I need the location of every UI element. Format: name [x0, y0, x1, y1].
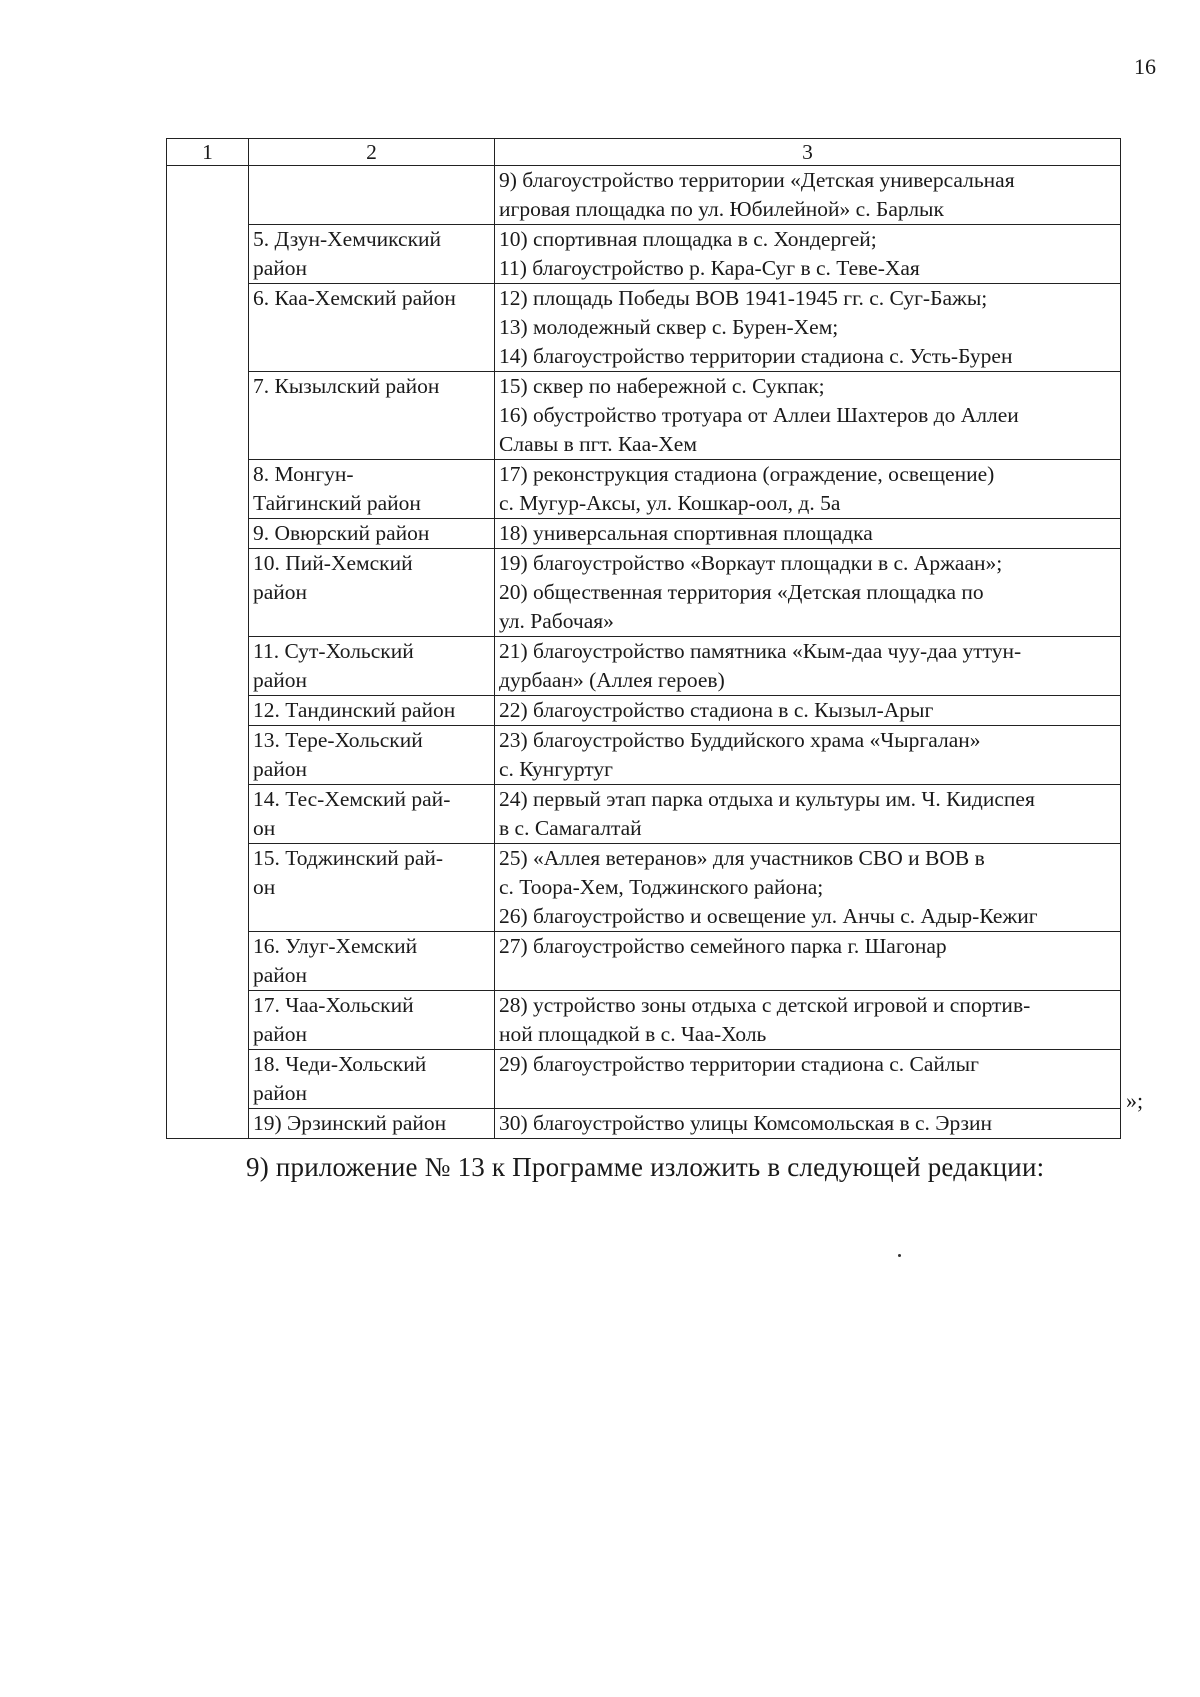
- district-table-container: [166, 138, 1120, 1139]
- instruction-paragraph: 9) приложение № 13 к Программе изложить в следующей редакции:: [246, 1152, 1045, 1182]
- item-line: 19) благоустройство «Воркаут площадки в с. Аржаан»;: [499, 551, 1003, 575]
- district-cell: [249, 991, 495, 1050]
- table-row: [167, 932, 1121, 991]
- item-line: 21) благоустройство памятника «Кым-даа чуу-даа уттун-: [499, 639, 1022, 663]
- district-cell: [249, 225, 495, 284]
- number-cell: [167, 932, 249, 991]
- item-line: 18) универсальная спортивная площадка: [499, 521, 873, 545]
- item-line: 17) реконструкция стадиона (ограждение, освещение): [499, 462, 995, 486]
- item-line: 22) благоустройство стадиона в с. Кызыл-Арыг: [499, 698, 934, 722]
- item-line: ной площадкой в с. Чаа-Холь: [499, 1022, 767, 1046]
- number-cell: [167, 844, 249, 932]
- number-cell: [167, 519, 249, 549]
- district-line: район: [253, 1081, 308, 1105]
- number-cell: [167, 991, 249, 1050]
- item-line: 11) благоустройство р. Кара-Суг в с. Теве-Хая: [499, 256, 920, 280]
- district-cell: [249, 637, 495, 696]
- district-line: район: [253, 1022, 308, 1046]
- table-row: [167, 844, 1121, 932]
- number-cell: [167, 284, 249, 372]
- item-line: 16) обустройство тротуара от Аллеи Шахтеров до Аллеи: [499, 403, 1019, 427]
- district-line: 15. Тоджинский рай-: [253, 846, 444, 870]
- items-cell: [495, 166, 1121, 225]
- column-header: 2: [249, 139, 495, 166]
- number-cell: [167, 637, 249, 696]
- district-line: он: [253, 816, 276, 840]
- table-row: [167, 726, 1121, 785]
- district-cell: [249, 284, 495, 372]
- district-line: район: [253, 757, 308, 781]
- items-cell: [495, 372, 1121, 460]
- district-cell: [249, 166, 495, 225]
- district-line: 10. Пий-Хемский: [253, 551, 413, 575]
- item-line: 20) общественная территория «Детская площадка по: [499, 580, 984, 604]
- district-line: район: [253, 668, 308, 692]
- item-line: 25) «Аллея ветеранов» для участников СВО и ВОВ в: [499, 846, 985, 870]
- item-line: 27) благоустройство семейного парка г. Шагонар: [499, 934, 947, 958]
- table-row: [167, 991, 1121, 1050]
- number-cell: [167, 696, 249, 726]
- items-cell: [495, 549, 1121, 637]
- table-row: [167, 284, 1121, 372]
- table-row: [167, 460, 1121, 519]
- district-cell: [249, 519, 495, 549]
- number-cell: [167, 372, 249, 460]
- table-row: [167, 519, 1121, 549]
- table-row: [167, 637, 1121, 696]
- number-cell: [167, 460, 249, 519]
- item-line: с. Кунгуртуг: [499, 757, 613, 781]
- district-cell: [249, 844, 495, 932]
- item-line: 24) первый этап парка отдыха и культуры им. Ч. Кидиспея: [499, 787, 1035, 811]
- number-cell: [167, 726, 249, 785]
- items-cell: [495, 637, 1121, 696]
- item-line: дурбаан» (Аллея героев): [499, 668, 725, 692]
- district-line: 7. Кызылский район: [253, 374, 440, 398]
- district-table: [166, 138, 1121, 1139]
- table-row: [167, 549, 1121, 637]
- district-line: 19) Эрзинский район: [253, 1111, 447, 1135]
- table-row: [167, 696, 1121, 726]
- table-header-row: [167, 139, 1121, 166]
- number-cell: [167, 549, 249, 637]
- district-line: 8. Монгун-: [253, 462, 354, 486]
- table-row: [167, 225, 1121, 284]
- closing-quote: »;: [1126, 1088, 1144, 1113]
- district-line: 17. Чаа-Хольский: [253, 993, 414, 1017]
- item-line: 12) площадь Победы ВОВ 1941-1945 гг. с. Суг-Бажы;: [499, 286, 988, 310]
- items-cell: [495, 991, 1121, 1050]
- item-line: с. Тоора-Хем, Тоджинского района;: [499, 875, 824, 899]
- district-cell: [249, 785, 495, 844]
- items-cell: [495, 785, 1121, 844]
- items-cell: [495, 225, 1121, 284]
- column-header: 1: [167, 139, 249, 166]
- table-row: [167, 166, 1121, 225]
- district-cell: [249, 549, 495, 637]
- scan-speck: [898, 1254, 901, 1257]
- district-line: 5. Дзун-Хемчикский: [253, 227, 442, 251]
- items-cell: [495, 519, 1121, 549]
- number-cell: [167, 166, 249, 225]
- item-line: в с. Самагалтай: [499, 816, 642, 840]
- item-line: 15) сквер по набережной с. Сукпак;: [499, 374, 825, 398]
- item-line: 13) молодежный сквер с. Бурен-Хем;: [499, 315, 839, 339]
- district-line: 6. Каа-Хемский район: [253, 286, 456, 310]
- district-line: 9. Овюрский район: [253, 521, 430, 545]
- item-line: 30) благоустройство улицы Комсомольская в с. Эрзин: [499, 1111, 993, 1135]
- item-line: с. Мугур-Аксы, ул. Кошкар-оол, д. 5а: [499, 491, 841, 515]
- district-cell: [249, 932, 495, 991]
- number-cell: [167, 1109, 249, 1139]
- items-cell: [495, 1050, 1121, 1109]
- item-line: 10) спортивная площадка в с. Хондергей;: [499, 227, 877, 251]
- item-line: 23) благоустройство Буддийского храма «Чыргалан»: [499, 728, 981, 752]
- district-line: 16. Улуг-Хемский: [253, 934, 418, 958]
- district-line: 12. Тандинский район: [253, 698, 456, 722]
- district-line: 11. Сут-Хольский: [253, 639, 414, 663]
- items-cell: [495, 726, 1121, 785]
- items-cell: [495, 844, 1121, 932]
- table-row: [167, 372, 1121, 460]
- item-line: 29) благоустройство территории стадиона с. Сайлыг: [499, 1052, 979, 1076]
- district-cell: [249, 460, 495, 519]
- table-row: [167, 785, 1121, 844]
- district-cell: [249, 1050, 495, 1109]
- district-cell: [249, 1109, 495, 1139]
- district-line: он: [253, 875, 276, 899]
- number-cell: [167, 785, 249, 844]
- item-line: 9) благоустройство территории «Детская универсальная: [499, 168, 1015, 192]
- item-line: ул. Рабочая»: [499, 609, 614, 633]
- items-cell: [495, 284, 1121, 372]
- district-line: район: [253, 580, 308, 604]
- district-cell: [249, 696, 495, 726]
- items-cell: [495, 932, 1121, 991]
- items-cell: [495, 696, 1121, 726]
- page-number: 16: [1134, 54, 1156, 79]
- table-row: [167, 1050, 1121, 1109]
- item-line: игровая площадка по ул. Юбилейной» с. Барлык: [499, 197, 944, 221]
- district-cell: [249, 726, 495, 785]
- district-line: район: [253, 963, 308, 987]
- district-line: 13. Тере-Хольский: [253, 728, 423, 752]
- item-line: 14) благоустройство территории стадиона с. Усть-Бурен: [499, 344, 1013, 368]
- table-body: [167, 166, 1121, 1139]
- table-row: [167, 1109, 1121, 1139]
- district-line: 14. Тес-Хемский рай-: [253, 787, 451, 811]
- district-line: 18. Чеди-Хольский: [253, 1052, 427, 1076]
- number-cell: [167, 1050, 249, 1109]
- district-line: Тайгинский район: [253, 491, 421, 515]
- number-cell: [167, 225, 249, 284]
- item-line: 28) устройство зоны отдыха с детской игровой и спортив-: [499, 993, 1031, 1017]
- item-line: Славы в пгт. Каа-Хем: [499, 432, 697, 456]
- district-line: район: [253, 256, 308, 280]
- column-header: 3: [495, 139, 1121, 166]
- items-cell: [495, 460, 1121, 519]
- district-cell: [249, 372, 495, 460]
- items-cell: [495, 1109, 1121, 1139]
- item-line: 26) благоустройство и освещение ул. Анчы с. Адыр-Кежиг: [499, 904, 1038, 928]
